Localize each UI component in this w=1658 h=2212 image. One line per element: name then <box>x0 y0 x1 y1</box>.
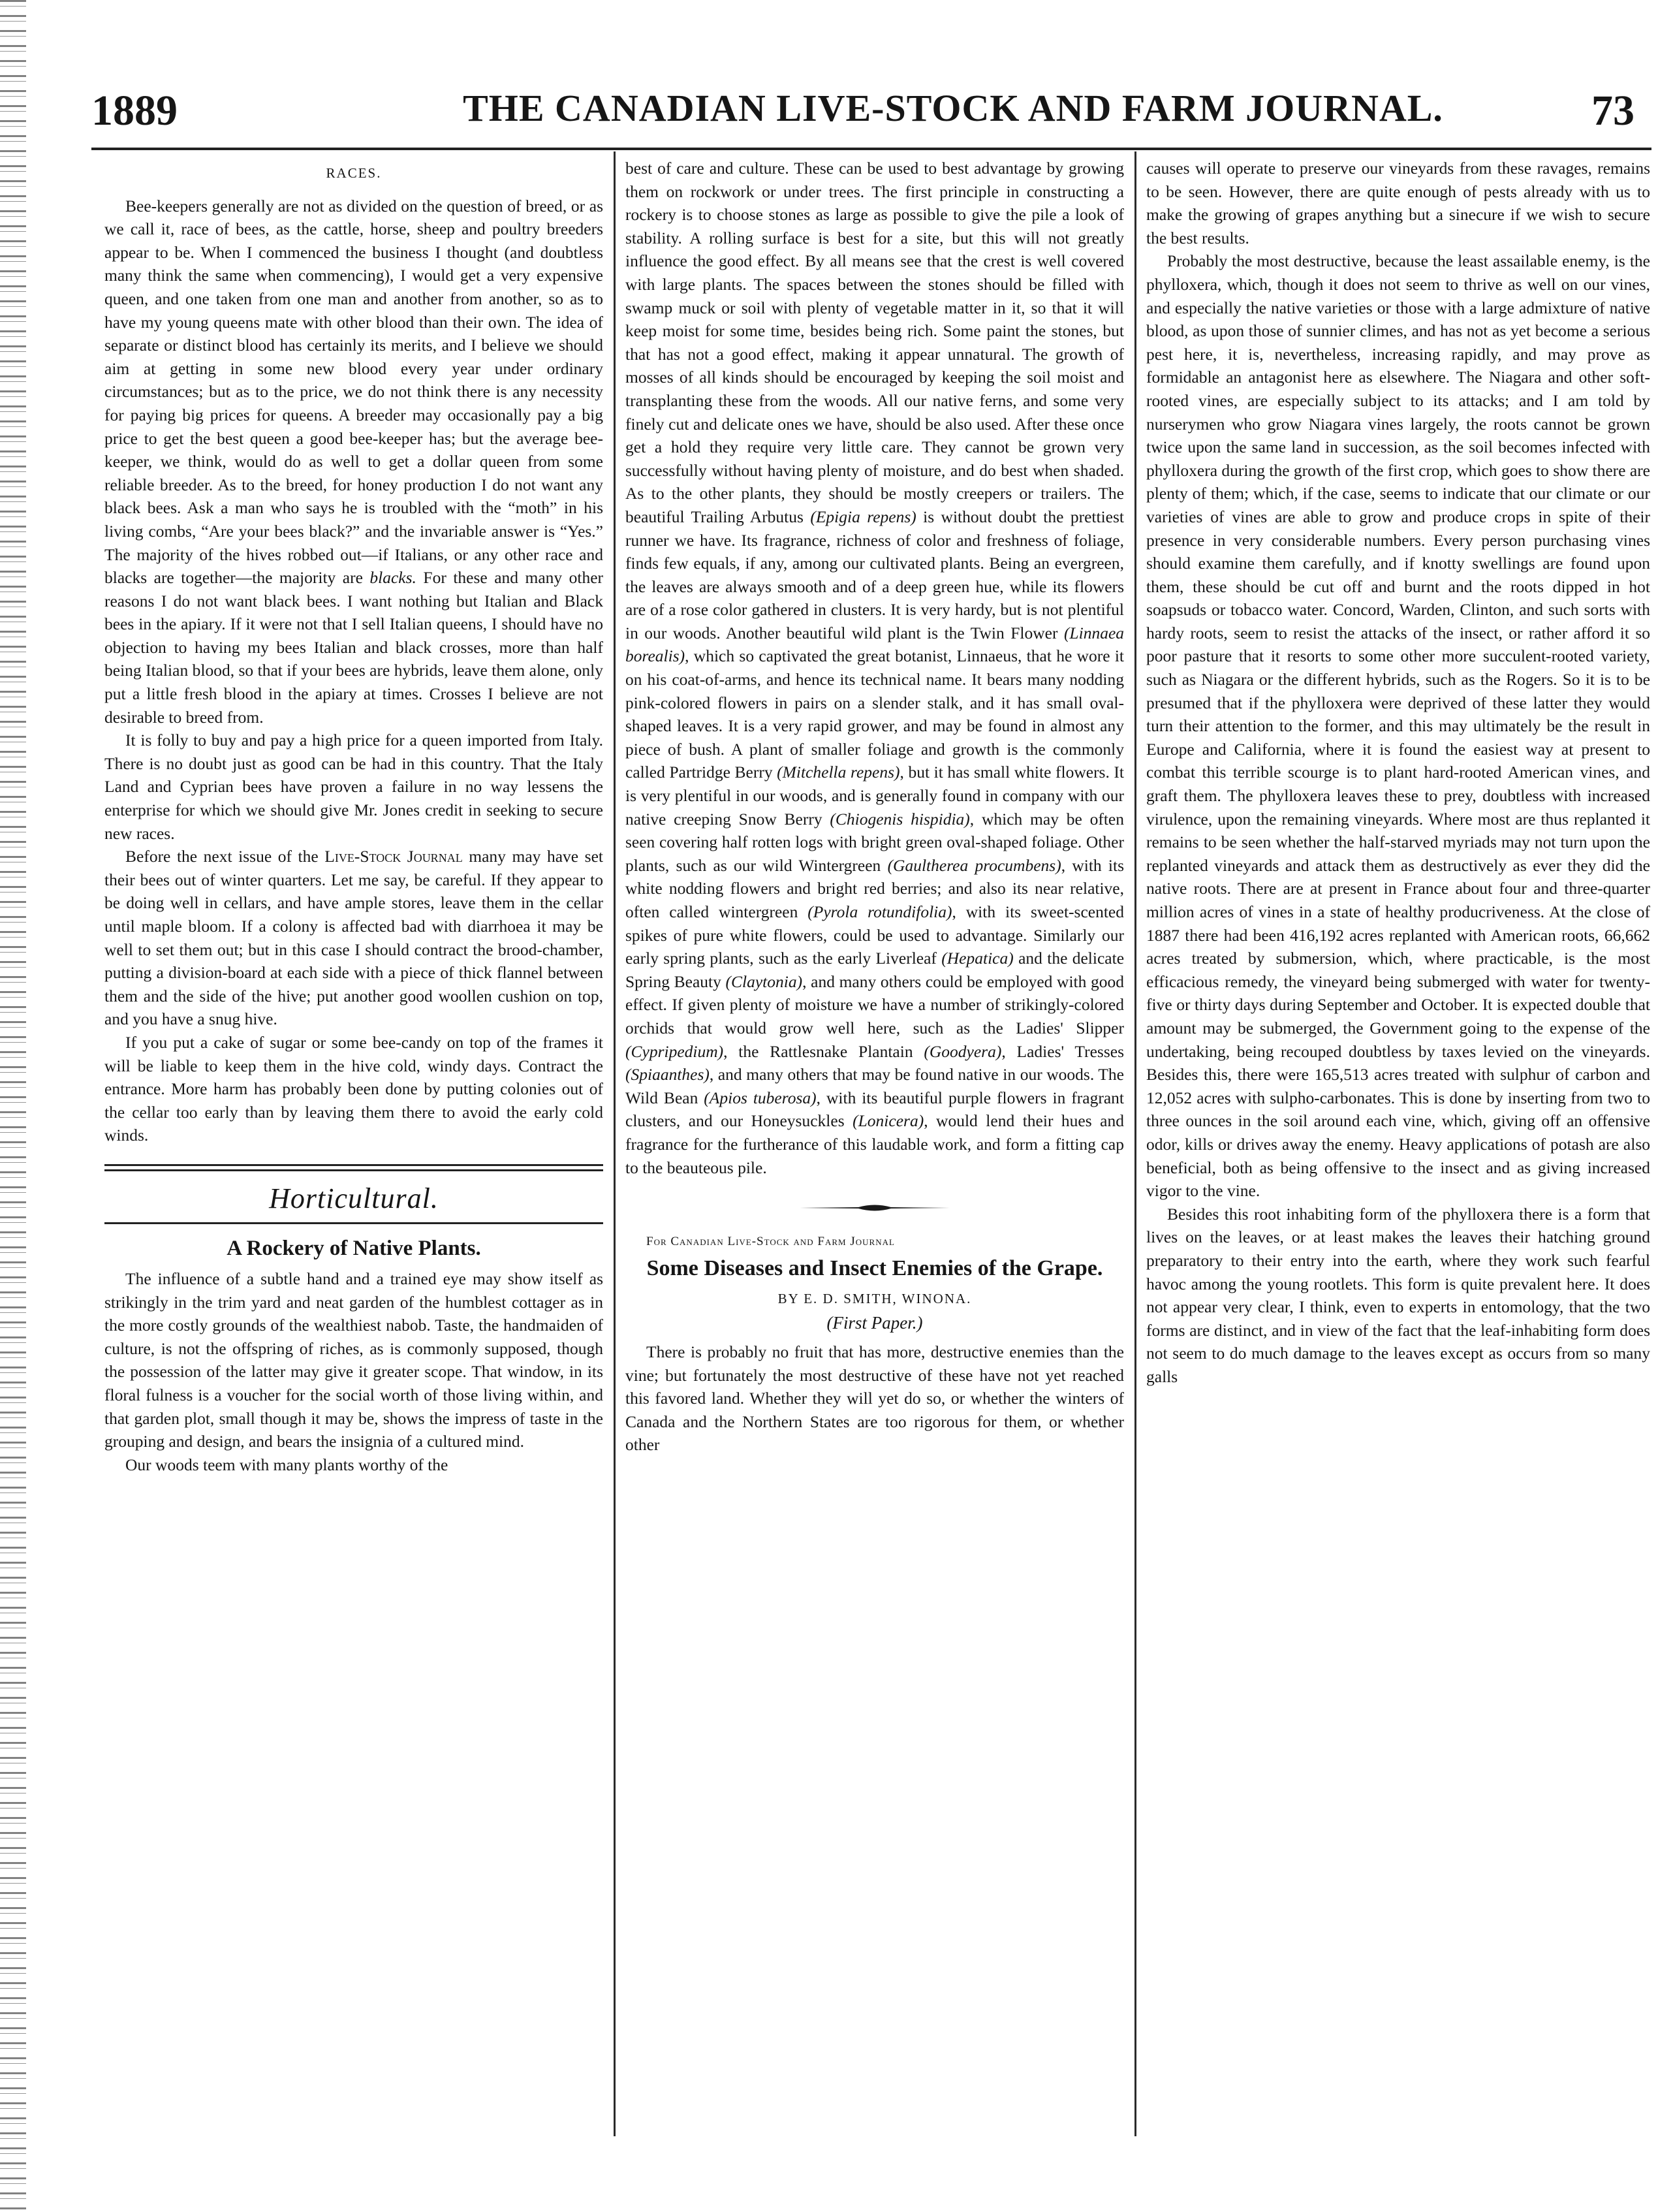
article-title-rockery: A Rockery of Native Plants. <box>227 1236 481 1260</box>
grape-paragraph-2: causes will operate to preserve our vineyards from these ravages, remains to be seen. However, there are quite enough of pests already with us to make the growing of grapes anything but a sinecure if we wish to secure the best results. <box>1146 159 1650 247</box>
section-rule <box>104 1222 603 1224</box>
binding-edge <box>0 0 26 2212</box>
rockery-paragraph-2: Our woods teem with many plants worthy of the <box>125 1455 448 1474</box>
grape-paragraph-3: Probably the most destructive, because the least assailable enemy, is the phylloxera, which, though it does not seem to thrive as well on our vines, and especially the native varieties or those with a large admixture of native blood, as upon those of sunnier climes, and has not as yet become a serious pest here, it is, nevertheless, increasing rapidly, and may prove as formidable an antagonist here as elsewhere. The Niagara and other soft-rooted vines, are especially subject to its attacks; and I am told by nurserymen who grow Niagara vines largely, the roots cannot be grown twice upon the same land in succession, as the soil becomes infected with phylloxera during the growth of the first crop, which goes to show there are plenty of them; which, if the case, seems to indicate that our climate or our varieties of vines are able to grow and produce crops in spite of their presence in very considerable numbers. Every person purchasing vines should examine them carefully, and if knotty swellings are found upon them, these should be cut off and burnt and the roots dipped in hot soapsuds or tobacco water. Concord, Warden, Clinton, and such sorts with hardy roots, seem to resist the attacks of the insect, or rather afford it so poor pasture that it resorts to some other more succulent-rooted variety, such as Niagara or the different hybrids, such as the Rogers. So it is to be presumed that if the phylloxera were deprived of these latter they would turn their attention to the former, and this may ultimately be the result in Europe and California, where it is found the easiest way at present to combat this terrible scourge is to plant hard-rooted American vines, and graft them. The phylloxera leaves these to prey, doubtless with increased virulence, upon the remaining vineyards. Where most are thus replanted it remains to be seen whether the half-starved myriads may not turn upon the replanted vineyards and attack them as destructively as ever they did the native roots. There are at present in France about four and three-quarter million acres of vines in a state of healthy producriveness. At the close of 1887 there had been 416,192 acres replanted with American roots, 66,662 acres treated by submersion, which, where practicable, is the most efficacious remedy, the vineyard being submerged with water for twenty-five or thirty days during September and October. It is expected double that amount may be submerged, the Government going to the expense of the undertaking, being recouped doubtless by taxes levied on the vineyards. Besides this, there were 165,513 acres treated with sulphur of carbon and 12,052 acres with sulpho-carbonates. This is done by inserting from two to three ounces in the soil around each vine, which, giving off an offensive odor, kills or drives away the enemy. Heavy applications of potash are also beneficial, both as being offensive to the insect and as giving increased vigor to the vine. <box>1146 251 1650 1201</box>
rockery-paragraph-1: The influence of a subtle hand and a trained eye may show itself as strikingly in the trim yard and neat garden of the humblest cottager as in the more costly grounds of the wealthiest nabob. Taste, the handmaiden of culture, is not the offspring of riches, as is commonly supposed, though the possession of the latter may give it greater scope. That window, in its floral fulness is a voucher for the social worth of those living within, and that garden plot, small though it may be, shows the impress of taste in the grouping and design, and bears the insignia of a cultured mind. <box>104 1269 603 1451</box>
page-header <box>91 86 1650 142</box>
races-paragraph-4: If you put a cake of sugar or some bee-candy on top of the frames it will be liable to keep them in the hive cold, windy days. Contract the entrance. More harm has probably been done by putting colonies out of the cellar too early than by leaving them there to avoid the early cold winds. <box>104 1032 603 1145</box>
races-heading: RACES. <box>326 165 382 181</box>
article-byline: BY E. D. SMITH, WINONA. <box>777 1290 972 1306</box>
article-title-grape: Some Diseases and Insect Enemies of the Grape. <box>646 1256 1103 1280</box>
rockery-continued-paragraph: best of care and culture. These can be used to best advantage by growing them on rockwork or under trees. The first principle in constructing a rockery is to choose stones as large as possible to give the pile a look of stability. A rolling surface is best for a site, but this will not greatly influence the good effect. By all means see that the crest is well covered with large plants. The spaces between the stones should be filled with swamp muck or soil with plenty of vegetable matter in it, so that it will keep moist for some time, besides being rich. Some paint the stones, but that has not a good effect, making it appear unnatural. The growth of mosses of all kinds should be encouraged by keeping the soil moist and transplanting these from the woods. All our native ferns, and some very finely cut and delicate ones we have, should be also used. After these once get a hold they require very little care. They cannot be grown very successfully without having plenty of moisture, and do best when shaded. As to the other plants, they should be mostly creepers or trailers. The beautiful Trailing Arbutus (Epigia repens) is without doubt the prettiest runner we have. Its fragrance, richness of color and freshness of foliage, finds few equals, if any, among our cultivated plants. Being an evergreen, the leaves are always smooth and of a deep green hue, while its flowers are of a rose color gathered in clusters. It is very hardy, but is not plentiful in our woods. Another beautiful wild plant is the Twin Flower (Linnaea borealis), which so captivated the great botanist, Linnaeus, that he wore it on his coat-of-arms, and hence its technical name. It bears many nodding pink-colored flowers in pairs on a slender stalk, and it has small oval-shaped leaves. It is a very rapid grower, and may be found in almost any piece of bush. A plant of smaller foliage and growth is the commonly called Partridge Berry (Mitchella repens), but it has small white flowers. It is very plentiful in our woods, and is generally found in company with our native creeping Snow Berry (Chiogenis hispidia), which may be often seen covering half rotten logs with bright green oval-shaped foliage. Other plants, such as our wild Wintergreen (Gaultherea procumbens), with its white nodding flowers and bright red berries; and also its near relative, often called wintergreen (Pyrola rotundifolia), with its sweet-scented spikes of pure white flowers, could be used to advantage. Similarly our early spring plants, such as the early Liverleaf (Hepatica) and the delicate Spring Beauty (Claytonia), and many others could be employed with good effect. If given plenty of moisture we have a number of strikingly-colored orchids that would grow well here, such as the Ladies' Slipper (Cypripedium), the Rattlesnake Plantain (Goodyera), Ladies' Tresses (Spiaanthes), and many others that may be found native in our woods. The Wild Bean (Apios tuberosa), with its beautiful purple flowers in fragrant clusters, and our Honeysuckles (Lonicera), would lend their hues and fragrance for the furtherance of this laudable work, and form a fitting cap to the beauteous pile. <box>625 159 1124 1177</box>
grape-paragraph-4: Besides this root inhabiting form of the phylloxera there is a form that lives on the leaves, or at least makes the leaves their hatching ground preparatory to their entry into the earth, where they work such fearful havoc among the young rootlets. This form is quite prevalent here. It does not appear very clear, I think, even to experts in entomology, that the two forms are distinct, and in view of the fact that the leaf-inhabiting form does not seem to do much damage to the leaves except as occurs from so many galls <box>1146 1204 1650 1386</box>
header-year: 1889 <box>91 87 178 134</box>
grape-paragraph-1: There is probably no fruit that has more, destructive enemies than the vine; but fortunately the most destructive of these have not yet reached this favored land. Whether they will yet do so, or whether the winters of Canada and the Northern States are too rigorous for them, or whether other <box>625 1342 1124 1455</box>
column-divider-2 <box>1134 151 1136 2136</box>
section-double-rule <box>104 1164 603 1171</box>
section-heading: Horticultural. <box>269 1182 439 1214</box>
masthead-title: THE CANADIAN LIVE-STOCK AND FARM JOURNAL. <box>463 87 1443 129</box>
column-3 <box>1146 157 1650 2181</box>
page-number: 73 <box>1591 87 1635 134</box>
column-1 <box>104 157 603 2181</box>
from-line: For Canadian Live-Stock and Farm Journal <box>646 1235 895 1249</box>
column-divider-1 <box>614 151 616 2136</box>
races-paragraph-2: It is folly to buy and pay a high price for a queen imported from Italy. There is no doubt just as good can be had in this country. That the Italy Land and Cyprian bees have proven a failure in no way lessens the enterprise for which we should give Mr. Jones credit in seeking to secure new races. <box>104 731 603 843</box>
ornamental-divider-icon <box>800 1203 950 1213</box>
races-paragraph-1: Bee-keepers generally are not as divided on the question of breed, or as we call it, race of bees, as the cattle, horse, sheep and poultry breeders appear to be. When I commenced the business I thought (and doubtless many think the same when commencing), I would get a very expensive queen, and one taken from one man and another from another, so as to have my young queens mate with other blood than their own. The idea of separate or distinct blood has certainly its merits, and I believe we should aim at getting in some new blood every year under ordinary circumstances; but as to the price, we do not think there is any necessity for paying big prices for queens. A breeder may occasionally pay a big price to get the best queen a good bee-keeper has; but the average bee-keeper, we think, would do as well to get a dollar queen from some reliable breeder. As to the breed, for honey production I do not want any black bees. Ask a man who says he is troubled with the “moth” in his living combs, “Are your bees black?” and the invariable answer is “Yes.” The majority of the hives robbed out—if Italians, or any other race and blacks are together—the majority are blacks. For these and many other reasons I do not want black bees. I want nothing but Italian and Black bees in the apiary. If it were not that I sell Italian queens, I should have no objection to having my bees Italian and black crosses, more than half being Italian blood, so that if your bees are hybrids, leave them alone, only put a little fresh blood in the apiary at times. Crosses I believe are not desirable to breed from. <box>104 196 603 727</box>
header-rule <box>91 148 1651 150</box>
races-paragraph-3: Before the next issue of the Live-Stock Journal many may have set their bees out of winter quarters. Let me say, be careful. If they appear to be doing well in cellars, and have ample stores, leave them in the cellar until maple bloom. If a colony is affected bad with diarrhoea it may be well to set them out; but in this case I should contract the brood-chamber, putting a division-board at each side with a piece of thick flannel between them and the side of the hive; put another good woollen cushion on top, and you have a snug hive. <box>104 847 603 1029</box>
paper-note: (First Paper.) <box>826 1313 923 1333</box>
column-2 <box>625 157 1124 2181</box>
